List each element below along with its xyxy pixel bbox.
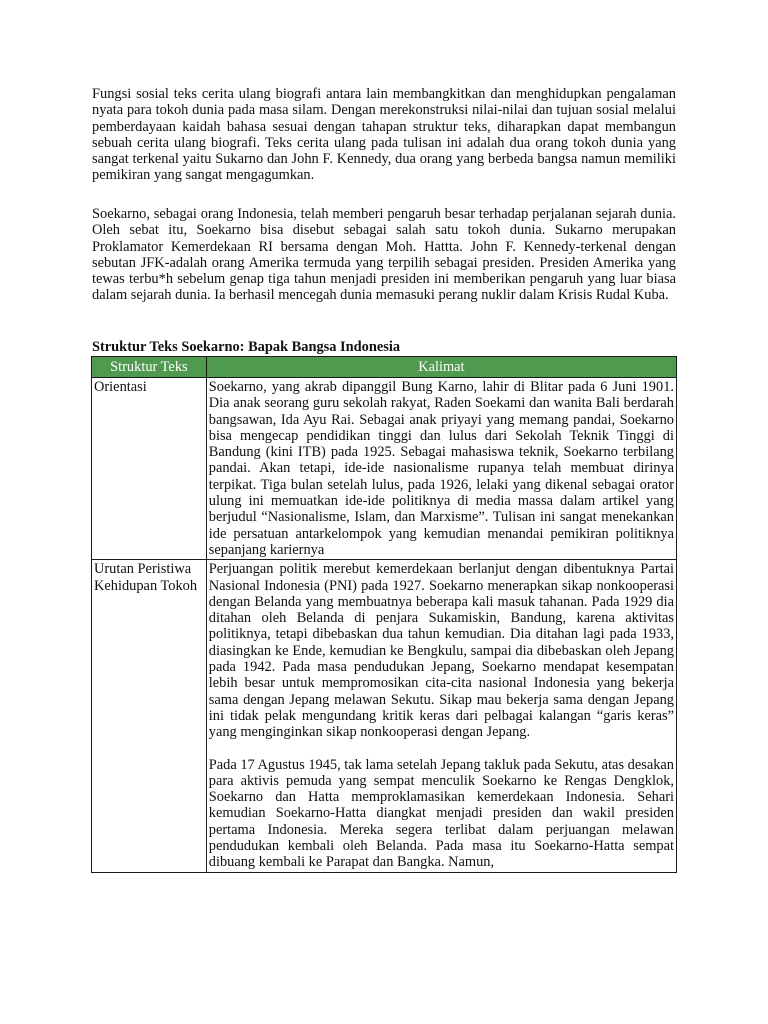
row-label-urutan-peristiwa: Urutan Peristiwa Kehidupan Tokoh: [92, 560, 207, 872]
header-kalimat: Kalimat: [206, 357, 676, 378]
orientasi-paragraph: Soekarno, yang akrab dipanggil Bung Karno, lahir di Blitar pada 6 Juni 1901. Dia anak seorang guru sekolah rakyat, Raden Soekami dan wanita Bali berdarah bangsawan, Ida Ayu Rai. Sebagai anak priyayi yang memang pandai, Soekarno bisa mengecap pendidikan tinggi dan lulus dari Sekolah Teknik Tinggi di Bandung (kini ITB) pada 1925. Sebagai mahasiswa teknik, Soekarno terbilang pandai. Akan tetapi, ide-ide nasionalisme rupanya telah membuat dirinya terpikat. Tiga bulan setelah lulus, pada 1926, lelaki yang dikenal sebagai orator ulung ini memuatkan ide-ide politiknya di media massa dalam artikel yang berjudul “Nasionalisme, Islam, dan Marxisme”. Tulisan ini sangat menekankan ide persatuan antarkelompok yang kemudian menandai pemikiran politiknya sepanjang kariernya: [208, 379, 674, 558]
row-text-orientasi: [206, 378, 676, 560]
row-label-orientasi: Orientasi: [92, 378, 207, 560]
urutan-paragraph-1: Perjuangan politik merebut kemerdekaan berlanjut dengan dibentuknya Partai Nasional Indonesia (PNI) pada 1927. Soekarno menerapkan sikap nonkooperasi dengan Belanda yang membuatnya beberapa kali masuk tahanan. Pada 1929 dia ditahan oleh Belanda di penjara Sukamiskin, Bandung, karena aktivitas politiknya, tetapi dibebaskan dua tahun kemudian. Dia ditahan lagi pada 1933, diasingkan ke Ende, kemudian ke Bengkulu, sampai dia dibebaskan oleh Jepang pada 1942. Pada masa pendudukan Jepang, Soekarno mendapat kesempatan lebih besar untuk mempromosikan cita-cita nasional Indonesia yang bekerja sama dengan Jepang melawan Sekutu. Sikap mau bekerja sama dengan Jepang ini tidak pelak mengundang kritik keras dari pelbagai kalangan “garis keras” yang menginginkan sikap nonkooperasi dengan Jepang.: [208, 561, 674, 741]
structure-table: [91, 356, 677, 873]
row-text-urutan-peristiwa: [206, 560, 676, 872]
table-header-row: [92, 357, 677, 378]
intro-paragraph: Fungsi sosial teks cerita ulang biografi antara lain membangkitkan dan menghidupkan pengalaman nyata para tokoh dunia pada masa silam. Dengan merekonstruksi nilai-nilai dan tujuan sosial melalui pemberdayaan kaidah bahasa sesuai dengan tahapan struktur teks, diharapkan dapat membangun sebuah cerita ulang biografi. Teks cerita ulang pada tulisan ini adalah dua orang tokoh dunia yang sangat terkenal yaitu Sukarno dan John F. Kennedy, dua orang yang berbeda bangsa namun memiliki pemikiran yang sangat mengagumkan.: [92, 86, 676, 184]
table-row: [92, 378, 677, 560]
header-struktur-teks: Struktur Teks: [92, 357, 207, 378]
table-caption: Struktur Teks Soekarno: Bapak Bangsa Indonesia: [92, 339, 401, 355]
soekarno-jfk-paragraph: Soekarno, sebagai orang Indonesia, telah memberi pengaruh besar terhadap perjalanan sejarah dunia. Oleh sebat itu, Soekarno bisa disebut sebagai salah satu tokoh dunia. Sukarno merupakan Proklamator Kemerdekaan RI bersama dengan Moh. Hattta. John F. Kennedy-terkenal dengan sebutan JFK-adalah orang Amerika termuda yang terpilih sebagai presiden. Presiden Amerika yang tewas terbu*h sebelum genap tiga tahun menjadi presiden ini memberikan pengaruh yang luar biasa dalam sejarah dunia. Ia berhasil mencegah dunia memasuki perang nuklir dalam Krisis Rudal Kuba.: [92, 206, 676, 304]
table-row: [92, 560, 677, 872]
urutan-paragraph-2: Pada 17 Agustus 1945, tak lama setelah Jepang takluk pada Sekutu, atas desakan para aktivis pemuda yang sempat menculik Soekarno ke Rengas Dengklok, Soekarno dan Hatta memproklamasikan kemerdekaan Indonesia. Sehari kemudian Soekarno-Hatta diangkat menjadi presiden dan wakil presiden pertama Indonesia. Mereka segera terlibat dalam perjuangan melawan pendudukan kembali oleh Belanda. Pada masa itu Soekarno-Hatta sempat dibuang kembali ke Parapat dan Bangka. Namun,: [208, 756, 674, 871]
